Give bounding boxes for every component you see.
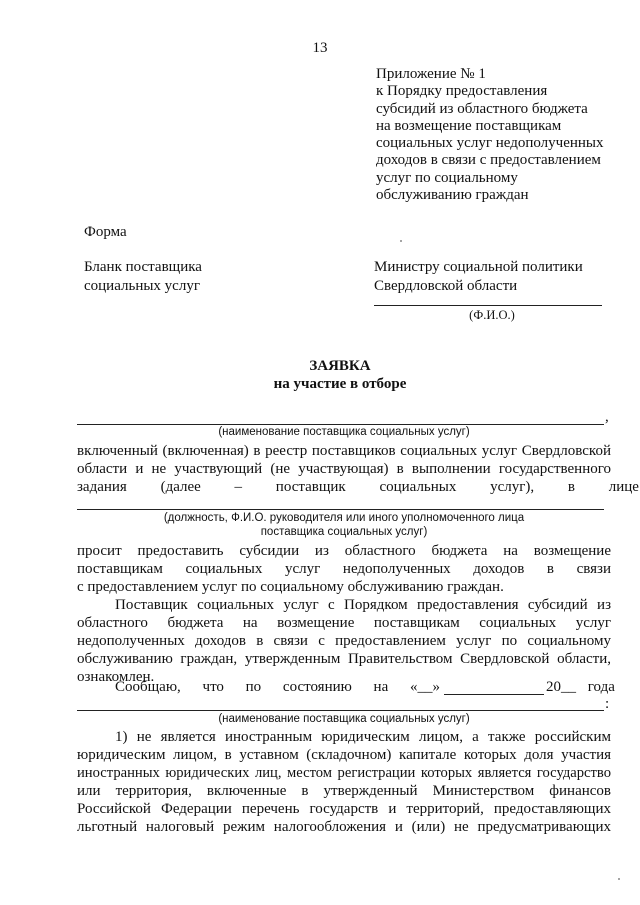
item-line: 1) не является иностранным юридическим лицом, а также российским [115,729,611,745]
paragraph-line: Поставщик социальных услуг с Порядком предоставления субсидий из [115,597,611,613]
report-word: состоянию [282,679,352,695]
appendix-line: обслуживанию граждан [376,187,529,204]
report-date-month-line [444,694,544,695]
paragraph-line: задания (далее – поставщик социальных услуг), в лице [77,479,639,495]
supplier-name-comma: , [605,409,609,425]
fio-caption: (Ф.И.О.) [469,308,515,322]
report-year-prefix: 20__ [546,679,576,695]
page-number: 13 [312,40,328,56]
appendix-line: доходов в связи с предоставлением [376,152,601,169]
scan-speck [618,878,620,880]
paragraph-line: поставщикам социальных услуг недополученных доходов в связи [77,561,611,577]
supplier-name-line-2 [77,710,604,711]
appendix-line: к Порядку предоставления [376,83,548,100]
paragraph-line: областного бюджета на возмещение поставщикам социальных услуг [77,615,611,631]
report-word: что [202,679,224,695]
report-year [546,679,615,696]
paragraph-line: включенный (включенная) в реестр поставщиков социальных услуг Свердловской [77,443,611,459]
caption-line: (должность, Ф.И.О. руководителя или иного уполномоченного лица [163,512,525,524]
paragraph-line: ознакомлен. [77,669,155,685]
appendix-line: субсидий из областного бюджета [376,100,588,117]
appendix-line: Приложение № 1 [376,66,486,82]
paragraph-line: обслуживанию граждан, утвержденным Правительством Свердловской области, [77,651,611,667]
appendix-line: на возмещение поставщикам [376,117,562,134]
report-year-suffix: года [587,679,615,695]
fio-fill-line [374,305,602,306]
item-line: юридическим лицом, в уставном (складочном) капитале которых доля участия [77,747,611,763]
report-date-day: «__» [409,679,440,695]
document-title: ЗАЯВКА [309,358,371,374]
caption-line: поставщика социальных услуг) [260,526,428,538]
item-line: Российской Федерации перечень государств и территорий, предоставляющих [77,801,611,817]
representative-caption [77,511,611,539]
representative-line [77,509,604,510]
item-line: льготный налоговый режим налогообложения и (или) не предусматривающих [77,819,611,835]
appendix-header [376,66,626,204]
addressee-block [374,258,583,296]
paragraph-line: недополученных доходов в связи с предоставлением услуг по социальному [77,633,611,649]
item-line: или территория, включенные в утвержденный Министерством финансов [77,783,611,799]
sender-line: социальных услуг [84,278,200,294]
scan-speck [400,240,402,242]
form-label: Форма [84,224,127,240]
paragraph-line: с предоставлением услуг по социальному обслуживанию граждан. [77,579,504,595]
report-sentence [115,679,440,696]
paragraph-line: просит предоставить субсидии из областного бюджета на возмещение [77,543,611,559]
report-word: по [245,679,262,695]
report-word: Сообщаю, [115,679,181,695]
document-subtitle: на участие в отборе [273,376,407,392]
addressee-line: Министру социальной политики [374,259,583,275]
supplier-name-line [77,424,604,425]
report-word: на [373,679,389,695]
appendix-line: социальных услуг недополученных [376,135,604,152]
supplier-name-colon: : [605,696,610,712]
addressee-line: Свердловской области [374,278,518,294]
supplier-name-caption: (наименование поставщика социальных услуг) [218,426,470,438]
sender-line: Бланк поставщика [84,259,202,275]
appendix-line: услуг по социальному [376,169,518,186]
sender-block [84,258,202,296]
item-line: иностранных юридических лиц, местом регистрации которых является государство [77,765,611,781]
paragraph-line: области и не участвующий (не участвующая) в выполнении государственного [77,461,611,477]
supplier-name-caption-2: (наименование поставщика социальных услуг) [218,713,470,725]
